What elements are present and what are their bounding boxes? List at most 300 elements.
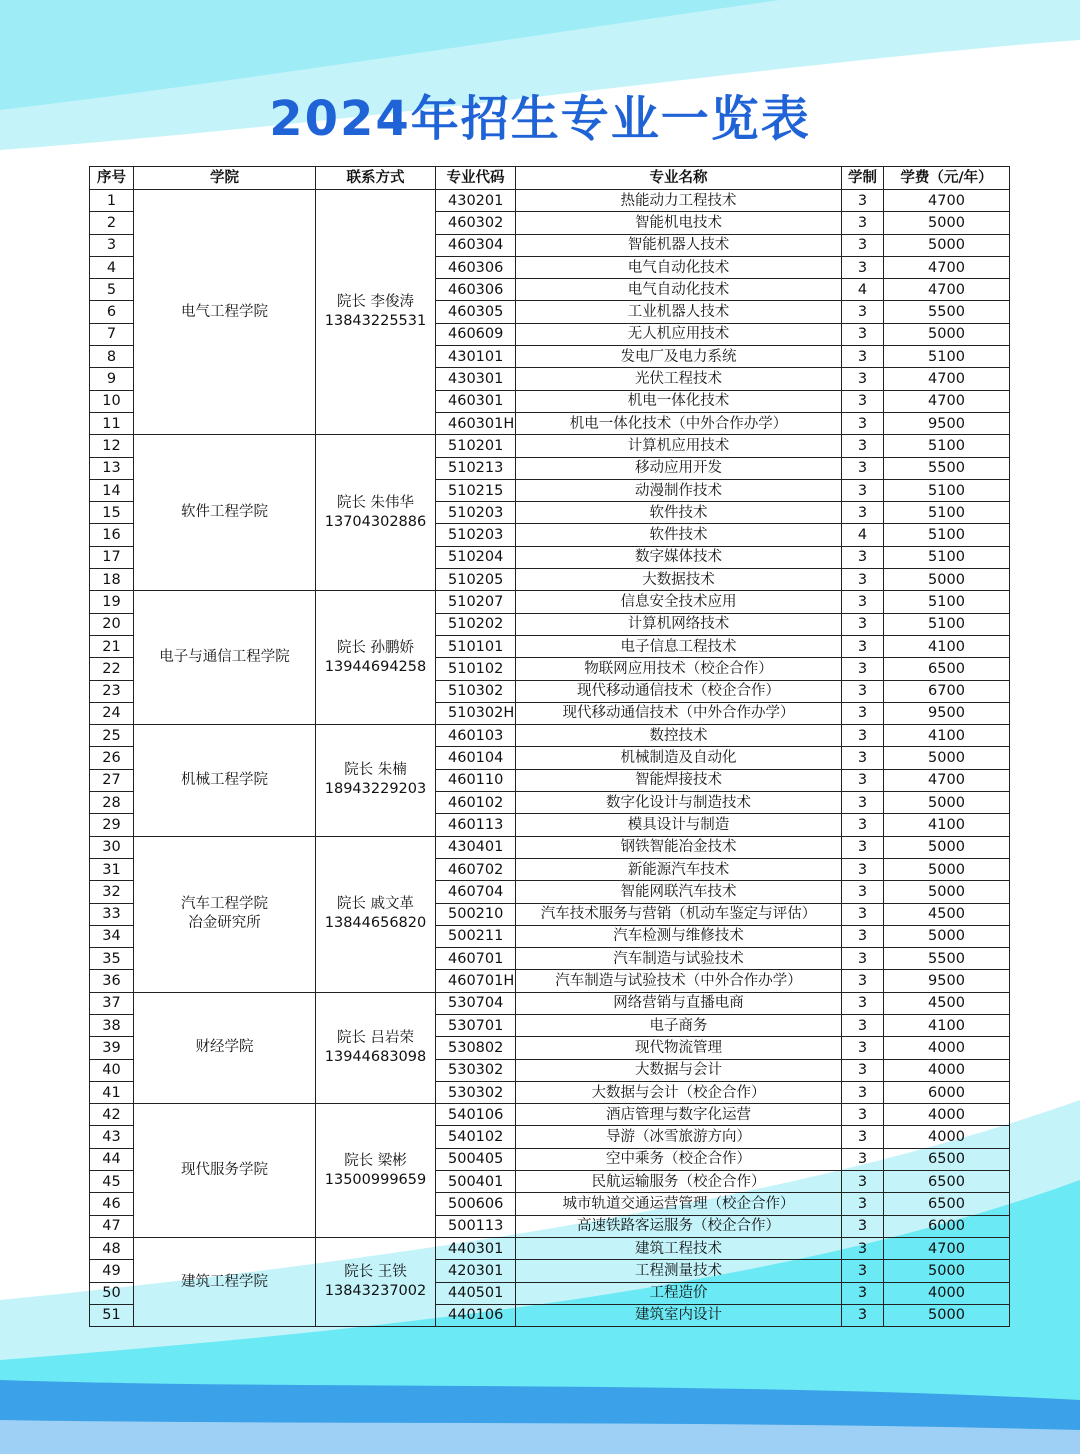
college-name: 建筑工程学院 xyxy=(181,1273,268,1290)
code-cell: 460113 xyxy=(436,814,516,836)
code-cell: 430301 xyxy=(436,368,516,390)
seq-cell: 38 xyxy=(90,1014,134,1036)
code-cell: 530302 xyxy=(436,1081,516,1103)
contact-phone: 13843237002 xyxy=(324,1283,427,1300)
tuition-cell: 5100 xyxy=(884,591,1010,613)
seq-cell: 22 xyxy=(90,658,134,680)
seq-cell: 17 xyxy=(90,546,134,568)
seq-cell: 50 xyxy=(90,1282,134,1304)
duration-cell: 3 xyxy=(842,925,884,947)
tuition-cell: 6500 xyxy=(884,1171,1010,1193)
major-cell: 汽车制造与试验技术 xyxy=(516,948,842,970)
duration-cell: 3 xyxy=(842,457,884,479)
header-row xyxy=(90,167,1010,190)
header-code: 专业代码 xyxy=(436,167,516,190)
seq-cell: 44 xyxy=(90,1148,134,1170)
seq-cell: 9 xyxy=(90,368,134,390)
major-cell: 软件技术 xyxy=(516,524,842,546)
seq-cell: 47 xyxy=(90,1215,134,1237)
major-cell: 新能源汽车技术 xyxy=(516,858,842,880)
tuition-cell: 4700 xyxy=(884,390,1010,412)
duration-cell: 3 xyxy=(842,1215,884,1237)
tuition-cell: 4100 xyxy=(884,725,1010,747)
major-cell: 智能机电技术 xyxy=(516,212,842,234)
major-cell: 软件技术 xyxy=(516,502,842,524)
table-row xyxy=(90,992,1010,1014)
seq-cell: 24 xyxy=(90,702,134,724)
seq-cell: 13 xyxy=(90,457,134,479)
seq-cell: 43 xyxy=(90,1126,134,1148)
code-cell: 460306 xyxy=(436,279,516,301)
major-cell: 移动应用开发 xyxy=(516,457,842,479)
college-name: 财经学院 xyxy=(195,1039,254,1056)
table-row xyxy=(90,1237,1010,1259)
major-cell: 数字媒体技术 xyxy=(516,546,842,568)
duration-cell: 3 xyxy=(842,814,884,836)
contact-phone: 13944683098 xyxy=(324,1048,427,1065)
duration-cell: 3 xyxy=(842,635,884,657)
tuition-cell: 5100 xyxy=(884,346,1010,368)
code-cell: 540102 xyxy=(436,1126,516,1148)
duration-cell: 3 xyxy=(842,792,884,814)
code-cell: 510201 xyxy=(436,435,516,457)
duration-cell: 3 xyxy=(842,680,884,702)
major-cell: 电气自动化技术 xyxy=(516,279,842,301)
table-row xyxy=(90,725,1010,747)
contact-cell xyxy=(316,725,436,836)
duration-cell: 3 xyxy=(842,769,884,791)
tuition-cell: 6500 xyxy=(884,658,1010,680)
major-cell: 建筑工程技术 xyxy=(516,1237,842,1259)
seq-cell: 33 xyxy=(90,903,134,925)
code-cell: 510204 xyxy=(436,546,516,568)
major-cell: 数控技术 xyxy=(516,725,842,747)
college-name: 软件工程学院 xyxy=(181,504,268,521)
tuition-cell: 5500 xyxy=(884,301,1010,323)
duration-cell: 3 xyxy=(842,1260,884,1282)
code-cell: 460701H xyxy=(436,970,516,992)
college-cell xyxy=(134,435,316,591)
code-cell: 500401 xyxy=(436,1171,516,1193)
code-cell: 460302 xyxy=(436,212,516,234)
code-cell: 510207 xyxy=(436,591,516,613)
code-cell: 500113 xyxy=(436,1215,516,1237)
contact-title: 院长 梁彬 xyxy=(344,1152,407,1169)
code-cell: 500210 xyxy=(436,903,516,925)
seq-cell: 12 xyxy=(90,435,134,457)
major-cell: 工程测量技术 xyxy=(516,1260,842,1282)
tuition-cell: 5000 xyxy=(884,747,1010,769)
college-cell xyxy=(134,1104,316,1238)
major-cell: 建筑室内设计 xyxy=(516,1304,842,1326)
seq-cell: 41 xyxy=(90,1081,134,1103)
code-cell: 500606 xyxy=(436,1193,516,1215)
table-row xyxy=(90,435,1010,457)
major-cell: 空中乘务（校企合作） xyxy=(516,1148,842,1170)
major-cell: 现代移动通信技术（中外合作办学） xyxy=(516,702,842,724)
seq-cell: 7 xyxy=(90,323,134,345)
duration-cell: 3 xyxy=(842,1148,884,1170)
table-row xyxy=(90,836,1010,858)
major-cell: 信息安全技术应用 xyxy=(516,591,842,613)
contact-phone: 13844656820 xyxy=(324,915,427,932)
tuition-cell: 4000 xyxy=(884,1126,1010,1148)
duration-cell: 3 xyxy=(842,256,884,278)
duration-cell: 3 xyxy=(842,412,884,434)
duration-cell: 3 xyxy=(842,992,884,1014)
seq-cell: 16 xyxy=(90,524,134,546)
code-cell: 460110 xyxy=(436,769,516,791)
seq-cell: 34 xyxy=(90,925,134,947)
seq-cell: 10 xyxy=(90,390,134,412)
major-cell: 机械制造及自动化 xyxy=(516,747,842,769)
major-cell: 大数据技术 xyxy=(516,569,842,591)
tuition-cell: 5000 xyxy=(884,1304,1010,1326)
tuition-cell: 4000 xyxy=(884,1104,1010,1126)
duration-cell: 3 xyxy=(842,1304,884,1326)
code-cell: 510203 xyxy=(436,524,516,546)
code-cell: 510213 xyxy=(436,457,516,479)
code-cell: 460704 xyxy=(436,881,516,903)
seq-cell: 8 xyxy=(90,346,134,368)
tuition-cell: 5000 xyxy=(884,569,1010,591)
duration-cell: 3 xyxy=(842,190,884,212)
tuition-cell: 4700 xyxy=(884,368,1010,390)
major-cell: 光伏工程技术 xyxy=(516,368,842,390)
majors-table xyxy=(89,166,1010,1327)
seq-cell: 18 xyxy=(90,569,134,591)
college-name: 电气工程学院 xyxy=(181,303,268,320)
duration-cell: 3 xyxy=(842,948,884,970)
tuition-cell: 5100 xyxy=(884,613,1010,635)
contact-phone: 13944694258 xyxy=(324,658,427,675)
tuition-cell: 5000 xyxy=(884,792,1010,814)
code-cell: 440106 xyxy=(436,1304,516,1326)
tuition-cell: 4700 xyxy=(884,769,1010,791)
duration-cell: 3 xyxy=(842,346,884,368)
major-cell: 汽车检测与维修技术 xyxy=(516,925,842,947)
code-cell: 500211 xyxy=(436,925,516,947)
tuition-cell: 5000 xyxy=(884,925,1010,947)
duration-cell: 3 xyxy=(842,502,884,524)
major-cell: 发电厂及电力系统 xyxy=(516,346,842,368)
major-cell: 现代移动通信技术（校企合作） xyxy=(516,680,842,702)
college-name-line2: 冶金研究所 xyxy=(188,915,261,932)
major-cell: 数字化设计与制造技术 xyxy=(516,792,842,814)
tuition-cell: 6000 xyxy=(884,1081,1010,1103)
duration-cell: 3 xyxy=(842,479,884,501)
tuition-cell: 6700 xyxy=(884,680,1010,702)
college-cell xyxy=(134,1237,316,1326)
seq-cell: 28 xyxy=(90,792,134,814)
college-cell xyxy=(134,725,316,836)
contact-title: 院长 王铁 xyxy=(344,1264,407,1281)
code-cell: 530704 xyxy=(436,992,516,1014)
major-cell: 大数据与会计（校企合作） xyxy=(516,1081,842,1103)
code-cell: 510302H xyxy=(436,702,516,724)
duration-cell: 3 xyxy=(842,725,884,747)
table-row xyxy=(90,190,1010,212)
contact-cell xyxy=(316,992,436,1103)
major-cell: 导游（冰雪旅游方向） xyxy=(516,1126,842,1148)
duration-cell: 3 xyxy=(842,1237,884,1259)
header-tuition: 学费（元/年） xyxy=(884,167,1010,190)
code-cell: 460301H xyxy=(436,412,516,434)
seq-cell: 31 xyxy=(90,858,134,880)
duration-cell: 3 xyxy=(842,658,884,680)
table-row xyxy=(90,1104,1010,1126)
code-cell: 510215 xyxy=(436,479,516,501)
major-cell: 机电一体化技术 xyxy=(516,390,842,412)
seq-cell: 49 xyxy=(90,1260,134,1282)
code-cell: 530302 xyxy=(436,1059,516,1081)
duration-cell: 3 xyxy=(842,1037,884,1059)
tuition-cell: 4700 xyxy=(884,279,1010,301)
tuition-cell: 5000 xyxy=(884,1260,1010,1282)
college-name: 机械工程学院 xyxy=(181,771,268,788)
contact-title: 院长 孙鹏娇 xyxy=(336,639,415,656)
major-cell: 物联网应用技术（校企合作） xyxy=(516,658,842,680)
code-cell: 460103 xyxy=(436,725,516,747)
tuition-cell: 4500 xyxy=(884,903,1010,925)
tuition-cell: 4000 xyxy=(884,1037,1010,1059)
code-cell: 530802 xyxy=(436,1037,516,1059)
code-cell: 420301 xyxy=(436,1260,516,1282)
major-cell: 酒店管理与数字化运营 xyxy=(516,1104,842,1126)
duration-cell: 3 xyxy=(842,858,884,880)
duration-cell: 3 xyxy=(842,1104,884,1126)
seq-cell: 19 xyxy=(90,591,134,613)
seq-cell: 48 xyxy=(90,1237,134,1259)
contact-title: 院长 吕岩荣 xyxy=(336,1029,415,1046)
major-cell: 城市轨道交通运营管理（校企合作） xyxy=(516,1193,842,1215)
duration-cell: 3 xyxy=(842,970,884,992)
duration-cell: 3 xyxy=(842,836,884,858)
code-cell: 540106 xyxy=(436,1104,516,1126)
code-cell: 510302 xyxy=(436,680,516,702)
duration-cell: 3 xyxy=(842,1193,884,1215)
tuition-cell: 5000 xyxy=(884,323,1010,345)
tuition-cell: 5000 xyxy=(884,881,1010,903)
tuition-cell: 5000 xyxy=(884,858,1010,880)
tuition-cell: 5100 xyxy=(884,546,1010,568)
major-cell: 民航运输服务（校企合作） xyxy=(516,1171,842,1193)
college-name: 电子与通信工程学院 xyxy=(159,649,290,666)
tuition-cell: 5100 xyxy=(884,435,1010,457)
code-cell: 430401 xyxy=(436,836,516,858)
code-cell: 510203 xyxy=(436,502,516,524)
code-cell: 530701 xyxy=(436,1014,516,1036)
seq-cell: 5 xyxy=(90,279,134,301)
major-cell: 电子商务 xyxy=(516,1014,842,1036)
major-cell: 高速铁路客运服务（校企合作） xyxy=(516,1215,842,1237)
major-cell: 现代物流管理 xyxy=(516,1037,842,1059)
tuition-cell: 9500 xyxy=(884,970,1010,992)
major-cell: 计算机应用技术 xyxy=(516,435,842,457)
seq-cell: 35 xyxy=(90,948,134,970)
major-cell: 工程造价 xyxy=(516,1282,842,1304)
seq-cell: 27 xyxy=(90,769,134,791)
tuition-cell: 5100 xyxy=(884,502,1010,524)
seq-cell: 30 xyxy=(90,836,134,858)
duration-cell: 3 xyxy=(842,1126,884,1148)
seq-cell: 51 xyxy=(90,1304,134,1326)
duration-cell: 4 xyxy=(842,524,884,546)
page-title: 2024年招生专业一览表 xyxy=(269,91,811,147)
code-cell: 460701 xyxy=(436,948,516,970)
contact-title: 院长 李俊涛 xyxy=(336,294,415,311)
code-cell: 460305 xyxy=(436,301,516,323)
tuition-cell: 5000 xyxy=(884,234,1010,256)
tuition-cell: 5000 xyxy=(884,212,1010,234)
seq-cell: 3 xyxy=(90,234,134,256)
seq-cell: 6 xyxy=(90,301,134,323)
major-cell: 电气自动化技术 xyxy=(516,256,842,278)
duration-cell: 3 xyxy=(842,368,884,390)
seq-cell: 45 xyxy=(90,1171,134,1193)
code-cell: 510101 xyxy=(436,635,516,657)
major-cell: 热能动力工程技术 xyxy=(516,190,842,212)
tuition-cell: 5500 xyxy=(884,948,1010,970)
seq-cell: 32 xyxy=(90,881,134,903)
header-major: 专业名称 xyxy=(516,167,842,190)
table-row xyxy=(90,591,1010,613)
major-cell: 计算机网络技术 xyxy=(516,613,842,635)
major-cell: 工业机器人技术 xyxy=(516,301,842,323)
duration-cell: 3 xyxy=(842,747,884,769)
code-cell: 460609 xyxy=(436,323,516,345)
contact-title: 院长 朱楠 xyxy=(344,762,407,779)
code-cell: 500405 xyxy=(436,1148,516,1170)
tuition-cell: 4000 xyxy=(884,1282,1010,1304)
seq-cell: 2 xyxy=(90,212,134,234)
tuition-cell: 6500 xyxy=(884,1148,1010,1170)
code-cell: 460304 xyxy=(436,234,516,256)
seq-cell: 20 xyxy=(90,613,134,635)
tuition-cell: 6500 xyxy=(884,1193,1010,1215)
tuition-cell: 4100 xyxy=(884,1014,1010,1036)
header-seq: 序号 xyxy=(90,167,134,190)
seq-cell: 40 xyxy=(90,1059,134,1081)
contact-cell xyxy=(316,836,436,992)
duration-cell: 3 xyxy=(842,301,884,323)
seq-cell: 26 xyxy=(90,747,134,769)
major-cell: 汽车技术服务与营销（机动车鉴定与评估） xyxy=(516,903,842,925)
contact-cell xyxy=(316,190,436,435)
duration-cell: 3 xyxy=(842,1081,884,1103)
major-cell: 大数据与会计 xyxy=(516,1059,842,1081)
tuition-cell: 4500 xyxy=(884,992,1010,1014)
header-duration: 学制 xyxy=(842,167,884,190)
college-cell xyxy=(134,591,316,725)
code-cell: 510102 xyxy=(436,658,516,680)
duration-cell: 4 xyxy=(842,279,884,301)
code-cell: 460104 xyxy=(436,747,516,769)
contact-phone: 18943229203 xyxy=(324,781,427,798)
major-cell: 动漫制作技术 xyxy=(516,479,842,501)
code-cell: 510202 xyxy=(436,613,516,635)
tuition-cell: 6000 xyxy=(884,1215,1010,1237)
header-contact: 联系方式 xyxy=(316,167,436,190)
college-name: 现代服务学院 xyxy=(181,1162,268,1179)
seq-cell: 36 xyxy=(90,970,134,992)
tuition-cell: 4700 xyxy=(884,1237,1010,1259)
duration-cell: 3 xyxy=(842,569,884,591)
seq-cell: 14 xyxy=(90,479,134,501)
duration-cell: 3 xyxy=(842,390,884,412)
college-name: 汽车工程学院 xyxy=(181,896,268,913)
code-cell: 460702 xyxy=(436,858,516,880)
seq-cell: 29 xyxy=(90,814,134,836)
duration-cell: 3 xyxy=(842,613,884,635)
duration-cell: 3 xyxy=(842,1059,884,1081)
tuition-cell: 4700 xyxy=(884,190,1010,212)
seq-cell: 1 xyxy=(90,190,134,212)
duration-cell: 3 xyxy=(842,1282,884,1304)
tuition-cell: 9500 xyxy=(884,412,1010,434)
tuition-cell: 5100 xyxy=(884,524,1010,546)
seq-cell: 23 xyxy=(90,680,134,702)
contact-title: 院长 戚文革 xyxy=(336,896,415,913)
seq-cell: 46 xyxy=(90,1193,134,1215)
code-cell: 440301 xyxy=(436,1237,516,1259)
duration-cell: 3 xyxy=(842,903,884,925)
header-college: 学院 xyxy=(134,167,316,190)
code-cell: 440501 xyxy=(436,1282,516,1304)
seq-cell: 39 xyxy=(90,1037,134,1059)
duration-cell: 3 xyxy=(842,1171,884,1193)
tuition-cell: 5100 xyxy=(884,479,1010,501)
college-cell xyxy=(134,836,316,992)
tuition-cell: 4100 xyxy=(884,814,1010,836)
contact-phone: 13704302886 xyxy=(324,513,427,530)
code-cell: 460102 xyxy=(436,792,516,814)
contact-phone: 13500999659 xyxy=(324,1171,427,1188)
major-cell: 钢铁智能冶金技术 xyxy=(516,836,842,858)
major-cell: 机电一体化技术（中外合作办学） xyxy=(516,412,842,434)
contact-phone: 13843225531 xyxy=(324,313,427,330)
contact-cell xyxy=(316,1237,436,1326)
seq-cell: 4 xyxy=(90,256,134,278)
tuition-cell: 5000 xyxy=(884,836,1010,858)
major-cell: 智能焊接技术 xyxy=(516,769,842,791)
duration-cell: 3 xyxy=(842,435,884,457)
major-cell: 模具设计与制造 xyxy=(516,814,842,836)
contact-cell xyxy=(316,1104,436,1238)
major-cell: 汽车制造与试验技术（中外合作办学） xyxy=(516,970,842,992)
college-cell xyxy=(134,190,316,435)
duration-cell: 3 xyxy=(842,702,884,724)
duration-cell: 3 xyxy=(842,323,884,345)
seq-cell: 21 xyxy=(90,635,134,657)
duration-cell: 3 xyxy=(842,881,884,903)
tuition-cell: 4100 xyxy=(884,635,1010,657)
tuition-cell: 4700 xyxy=(884,256,1010,278)
code-cell: 430101 xyxy=(436,346,516,368)
contact-title: 院长 朱伟华 xyxy=(336,494,415,511)
major-cell: 网络营销与直播电商 xyxy=(516,992,842,1014)
code-cell: 510205 xyxy=(436,569,516,591)
contact-cell xyxy=(316,435,436,591)
major-cell: 电子信息工程技术 xyxy=(516,635,842,657)
tuition-cell: 5500 xyxy=(884,457,1010,479)
duration-cell: 3 xyxy=(842,234,884,256)
seq-cell: 37 xyxy=(90,992,134,1014)
duration-cell: 3 xyxy=(842,212,884,234)
duration-cell: 3 xyxy=(842,1014,884,1036)
seq-cell: 15 xyxy=(90,502,134,524)
code-cell: 460306 xyxy=(436,256,516,278)
